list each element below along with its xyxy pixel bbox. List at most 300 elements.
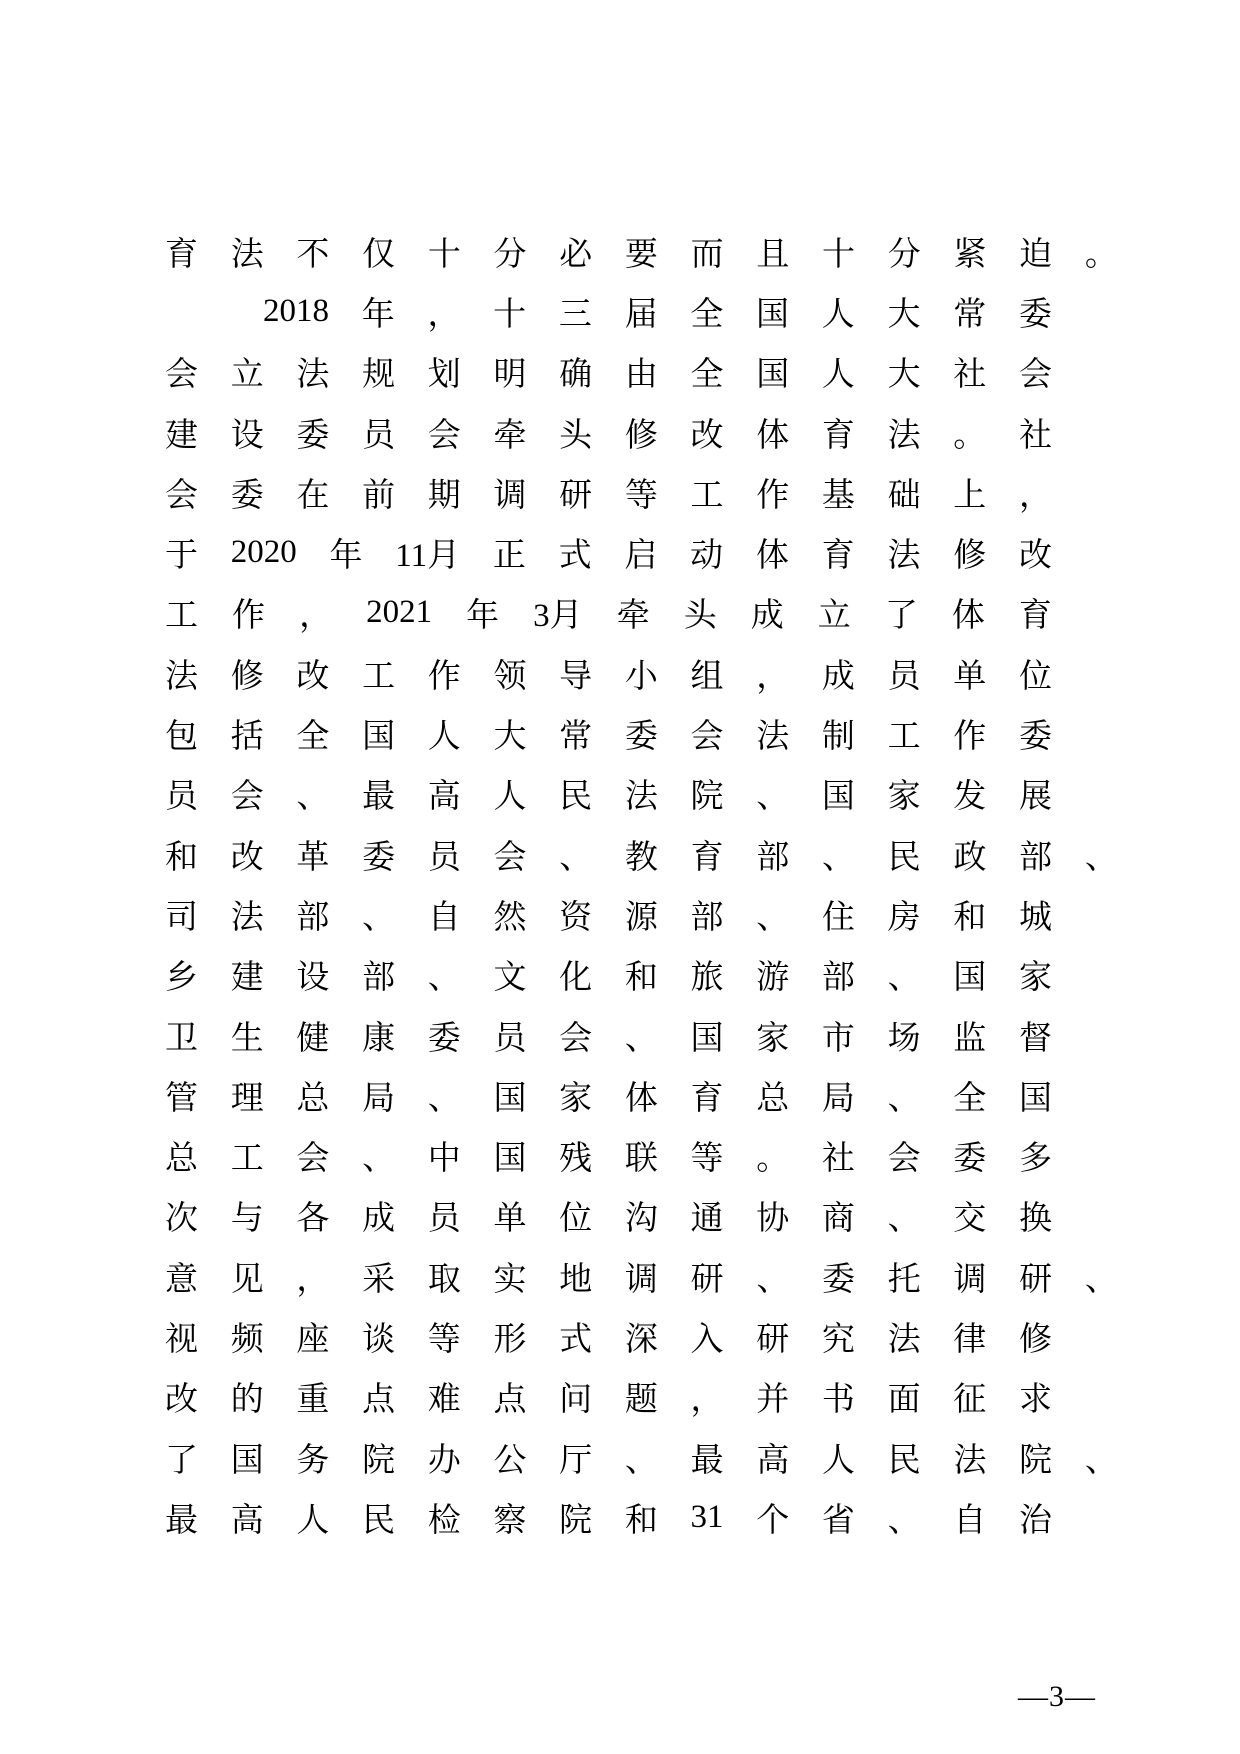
text-token: 员: [427, 836, 461, 876]
text-token: 制: [821, 716, 855, 756]
text-token: 括: [230, 716, 264, 756]
page-number: —3—: [1018, 1680, 1096, 1713]
text-token: 调: [624, 1258, 658, 1298]
text-token: 谈: [362, 1318, 396, 1358]
text-token: 、: [624, 1439, 658, 1479]
text-token: 、: [756, 776, 790, 816]
text-token: 、: [427, 1077, 461, 1117]
text-token: 源: [624, 896, 658, 936]
text-token: 十: [822, 233, 856, 273]
text-token: 委: [296, 414, 330, 454]
text-line: [165, 522, 1052, 582]
text-token: 总: [165, 1138, 198, 1178]
text-token: 最: [690, 1439, 724, 1479]
text-token: 。: [953, 414, 987, 454]
text-token: 部: [821, 957, 855, 997]
text-token: 意: [165, 1258, 198, 1298]
text-token: 国: [756, 354, 790, 394]
text-token: 体: [624, 1077, 658, 1117]
text-token: 总: [756, 1077, 790, 1117]
text-token: 管: [165, 1077, 198, 1117]
text-token: 并: [756, 1379, 790, 1419]
text-token: 工: [165, 595, 198, 635]
text-token: 部: [756, 836, 790, 876]
text-token: 实: [493, 1258, 527, 1298]
text-line: [165, 945, 1052, 1005]
text-token: 员: [493, 1017, 527, 1057]
text-token: 等: [690, 1138, 724, 1178]
text-token: 年: [466, 595, 500, 635]
text-token: 会: [165, 354, 198, 394]
text-token: 院: [362, 1439, 396, 1479]
text-token: 包: [165, 716, 198, 756]
text-token: 点: [362, 1379, 396, 1419]
text-token: 作: [756, 474, 790, 514]
text-token: ，: [299, 595, 333, 635]
text-token: 前: [362, 474, 396, 514]
text-token: ，: [296, 1258, 330, 1298]
text-token: 国: [821, 776, 855, 816]
text-token: 要: [624, 233, 658, 273]
text-token: 仅: [362, 233, 396, 273]
text-token: 高: [230, 1499, 264, 1539]
text-token: 入: [690, 1318, 724, 1358]
text-token: 改: [165, 1379, 198, 1419]
text-line: [165, 1186, 1052, 1246]
text-token: 委: [1018, 293, 1052, 333]
text-token: 展: [1018, 776, 1052, 816]
text-token: 导: [559, 655, 593, 695]
text-token: 求: [1018, 1379, 1052, 1419]
text-token: 年: [361, 293, 395, 333]
text-token: 座: [296, 1318, 330, 1358]
text-token: 十: [427, 233, 461, 273]
text-token: 与: [230, 1198, 264, 1238]
text-token: 改: [1018, 535, 1052, 575]
text-token: 体: [755, 535, 789, 575]
text-token: 司: [165, 896, 198, 936]
text-token: 联: [624, 1138, 658, 1178]
text-token: 修: [230, 655, 264, 695]
text-token: 了: [165, 1439, 198, 1479]
text-token: 动: [690, 535, 724, 575]
text-token: 厅: [559, 1439, 593, 1479]
text-token: 位: [1018, 655, 1052, 695]
text-token: 游: [756, 957, 790, 997]
text-token: 全: [690, 293, 724, 333]
text-token: 、: [887, 1499, 921, 1539]
text-token: 人: [427, 716, 461, 756]
text-token: 体: [756, 414, 790, 454]
text-token: 法: [230, 896, 264, 936]
text-token: 院: [1019, 1439, 1053, 1479]
text-token: 和: [624, 1499, 658, 1539]
text-token: 由: [624, 354, 658, 394]
text-token: 迫: [1019, 233, 1053, 273]
text-token: 多: [1018, 1138, 1052, 1178]
text-token: 面: [887, 1379, 921, 1419]
text-line: [165, 884, 1052, 944]
text-line: [165, 643, 1052, 703]
text-token: 会: [1018, 354, 1052, 394]
text-token: 牵: [616, 595, 650, 635]
text-token: 而: [690, 233, 724, 273]
text-token: 中: [427, 1138, 461, 1178]
text-token: 点: [493, 1379, 527, 1419]
text-token: 和: [953, 896, 987, 936]
text-line: [165, 1065, 1052, 1125]
text-token: 取: [427, 1258, 461, 1298]
text-token: 题: [624, 1379, 658, 1419]
text-token: 、: [756, 1258, 790, 1298]
text-token: 式: [559, 1318, 593, 1358]
text-token: 法: [296, 354, 330, 394]
text-token: 人: [822, 1439, 856, 1479]
text-token: 托: [887, 1258, 921, 1298]
text-token: 国: [493, 1077, 527, 1117]
text-line: [165, 1246, 1118, 1306]
text-token: 期: [427, 474, 461, 514]
text-token: 研: [756, 1318, 790, 1358]
text-token: 十: [493, 293, 527, 333]
text-token: 卫: [165, 1017, 198, 1057]
text-token: 察: [493, 1499, 527, 1539]
text-token: 部: [296, 896, 330, 936]
text-token: 国: [690, 1017, 724, 1057]
text-token: 育: [821, 535, 855, 575]
text-token: 务: [296, 1439, 330, 1479]
text-token: 2020: [230, 534, 297, 571]
text-token: 建: [230, 957, 264, 997]
text-token: 难: [427, 1379, 461, 1419]
text-token: 会: [165, 474, 198, 514]
text-token: 法: [230, 233, 264, 273]
text-token: 法: [953, 1439, 987, 1479]
text-token: 作: [232, 595, 266, 635]
text-token: 全: [953, 1077, 987, 1117]
text-token: 大: [493, 716, 527, 756]
text-token: 督: [1018, 1017, 1052, 1057]
text-line: [165, 402, 1052, 462]
text-token: 届: [624, 293, 658, 333]
text-token: 在: [296, 474, 330, 514]
text-token: 式: [558, 535, 592, 575]
text-token: 大: [887, 354, 921, 394]
text-token: 残: [559, 1138, 593, 1178]
text-token: 和: [624, 957, 658, 997]
text-token: 会: [559, 1017, 593, 1057]
text-token: 高: [427, 776, 461, 816]
text-token: 改: [296, 655, 330, 695]
text-token: 个: [756, 1499, 790, 1539]
text-token: 然: [493, 896, 527, 936]
text-token: 旅: [690, 957, 724, 997]
text-token: 、: [362, 1138, 396, 1178]
text-token: 究: [821, 1318, 855, 1358]
text-token: 总: [296, 1077, 330, 1117]
text-token: 正: [492, 535, 526, 575]
text-token: 政: [953, 836, 987, 876]
text-token: 划: [427, 354, 461, 394]
text-token: 、: [427, 957, 461, 997]
text-token: 、: [1084, 836, 1118, 876]
text-token: 家: [887, 776, 921, 816]
text-line: [165, 221, 1118, 281]
text-token: 最: [165, 1499, 198, 1539]
text-token: 公: [493, 1439, 527, 1479]
text-line: [165, 764, 1052, 824]
text-token: 部: [690, 896, 724, 936]
text-token: 年: [329, 535, 363, 575]
text-token: 自: [953, 1499, 987, 1539]
text-token: 生: [230, 1017, 264, 1057]
text-token: 法: [887, 535, 921, 575]
text-token: 民: [887, 1439, 921, 1479]
text-token: 作: [953, 716, 987, 756]
text-token: 育: [1018, 595, 1052, 635]
text-token: 成: [821, 655, 855, 695]
text-token: 委: [822, 1258, 856, 1298]
text-token: 修: [624, 414, 658, 454]
text-token: 等: [427, 1318, 461, 1358]
text-token: 、: [822, 836, 856, 876]
text-token: 领: [493, 655, 527, 695]
text-token: 通: [690, 1198, 724, 1238]
text-token: 形: [493, 1318, 527, 1358]
text-token: 立: [230, 354, 264, 394]
text-token: 城: [1018, 896, 1052, 936]
text-line: [165, 1005, 1052, 1065]
text-token: 立: [817, 595, 851, 635]
text-token: 会: [296, 1138, 330, 1178]
text-token: 人: [296, 1499, 330, 1539]
text-token: 家: [756, 1017, 790, 1057]
text-token: 3月: [533, 598, 583, 635]
text-line: [165, 1125, 1052, 1185]
text-token: 单: [953, 655, 987, 695]
text-token: 教: [624, 836, 658, 876]
text-token: 房: [887, 896, 921, 936]
text-token: 商: [821, 1198, 855, 1238]
text-token: 社: [1018, 414, 1052, 454]
text-line: [263, 281, 1052, 341]
text-token: 调: [493, 474, 527, 514]
text-token: 紧: [953, 233, 987, 273]
text-token: 工: [230, 1138, 264, 1178]
text-token: 会: [690, 716, 724, 756]
text-token: 国: [493, 1138, 527, 1178]
text-token: 员: [165, 776, 198, 816]
text-token: 位: [559, 1198, 593, 1238]
text-token: 、: [887, 1198, 921, 1238]
text-line: [165, 1427, 1118, 1487]
text-token: 院: [690, 776, 724, 816]
text-token: 小: [624, 655, 658, 695]
text-token: 头: [683, 595, 717, 635]
text-token: 启: [624, 535, 658, 575]
text-line: [165, 1367, 1052, 1427]
text-token: 治: [1018, 1499, 1052, 1539]
text-line: [165, 703, 1052, 763]
text-token: 2018: [263, 292, 329, 329]
text-token: 办: [427, 1439, 461, 1479]
text-token: 地: [559, 1258, 593, 1298]
text-line: [165, 1306, 1052, 1366]
text-token: 家: [559, 1077, 593, 1117]
text-token: 改: [690, 414, 724, 454]
text-token: 单: [493, 1198, 527, 1238]
text-token: 设: [296, 957, 330, 997]
text-token: 国: [230, 1439, 264, 1479]
text-token: 院: [559, 1499, 593, 1539]
text-token: 视: [165, 1318, 198, 1358]
text-token: 常: [953, 293, 987, 333]
text-token: 监: [953, 1017, 987, 1057]
text-token: 育: [690, 1077, 724, 1117]
text-token: 育: [821, 414, 855, 454]
text-token: 人: [821, 354, 855, 394]
text-token: 换: [1018, 1198, 1052, 1238]
text-token: 场: [887, 1017, 921, 1057]
text-token: 法: [887, 414, 921, 454]
text-token: 人: [821, 293, 855, 333]
text-token: 重: [296, 1379, 330, 1419]
text-token: 委: [953, 1138, 987, 1178]
text-token: 工: [362, 655, 396, 695]
text-token: 征: [953, 1379, 987, 1419]
text-token: 头: [559, 414, 593, 454]
text-token: 部: [362, 957, 396, 997]
text-token: 国: [1018, 1077, 1052, 1117]
text-token: 改: [230, 836, 264, 876]
text-token: 研: [690, 1258, 724, 1298]
text-token: 全: [690, 354, 724, 394]
text-token: 组: [690, 655, 724, 695]
text-token: 民: [887, 836, 921, 876]
text-line: [165, 1487, 1052, 1547]
text-token: 国: [756, 293, 790, 333]
text-token: 法: [165, 655, 198, 695]
text-token: 康: [362, 1017, 396, 1057]
text-token: 分: [887, 233, 921, 273]
text-token: 修: [953, 535, 987, 575]
text-line: [165, 824, 1118, 884]
text-token: 住: [821, 896, 855, 936]
text-token: 资: [559, 896, 593, 936]
text-token: 、: [296, 776, 330, 816]
text-token: 体: [951, 595, 985, 635]
text-token: 检: [427, 1499, 461, 1539]
text-token: 分: [493, 233, 527, 273]
text-token: 、: [559, 836, 593, 876]
text-token: 建: [165, 414, 198, 454]
text-token: 委: [230, 474, 264, 514]
text-token: 、: [362, 896, 396, 936]
text-token: 、: [887, 1077, 921, 1117]
text-token: 等: [624, 474, 658, 514]
text-token: 全: [296, 716, 330, 756]
text-token: ，: [1018, 474, 1052, 514]
text-token: 于: [165, 535, 198, 575]
text-token: 育: [165, 233, 198, 273]
text-token: 工: [690, 474, 724, 514]
text-token: 文: [493, 957, 527, 997]
text-line: [165, 342, 1052, 402]
text-token: ，: [427, 293, 461, 333]
text-token: 调: [953, 1258, 987, 1298]
text-token: 常: [559, 716, 593, 756]
text-token: 理: [230, 1077, 264, 1117]
text-token: 委: [624, 716, 658, 756]
text-token: 民: [559, 776, 593, 816]
text-token: 市: [821, 1017, 855, 1057]
text-token: 见: [230, 1258, 264, 1298]
text-token: 社: [953, 354, 987, 394]
text-token: 书: [821, 1379, 855, 1419]
body-text: [165, 221, 1118, 1548]
text-token: 且: [756, 233, 790, 273]
text-token: 员: [427, 1198, 461, 1238]
text-token: 委: [362, 836, 396, 876]
text-token: 社: [821, 1138, 855, 1178]
text-token: 国: [953, 957, 987, 997]
text-token: 最: [362, 776, 396, 816]
text-token: 自: [427, 896, 461, 936]
text-token: 乡: [165, 957, 198, 997]
text-token: 31: [690, 1498, 724, 1535]
text-token: 确: [559, 354, 593, 394]
text-token: 次: [165, 1198, 198, 1238]
text-token: 国: [362, 716, 396, 756]
text-token: 育: [690, 836, 724, 876]
text-token: 频: [230, 1318, 264, 1358]
text-token: 、: [1084, 1439, 1118, 1479]
text-token: 各: [296, 1198, 330, 1238]
text-token: 交: [953, 1198, 987, 1238]
text-token: 规: [362, 354, 396, 394]
text-token: 沟: [624, 1198, 658, 1238]
text-token: 律: [953, 1318, 987, 1358]
text-token: 发: [953, 776, 987, 816]
text-token: 会: [887, 1138, 921, 1178]
text-token: 、: [887, 957, 921, 997]
text-token: 会: [427, 414, 461, 454]
text-token: 员: [362, 414, 396, 454]
text-token: 。: [756, 1138, 790, 1178]
text-line: [165, 462, 1052, 522]
text-token: 和: [165, 836, 198, 876]
text-token: 健: [296, 1017, 330, 1057]
text-token: 了: [884, 595, 918, 635]
text-token: 。: [1084, 233, 1118, 273]
text-token: 家: [1018, 957, 1052, 997]
text-token: 会: [493, 836, 527, 876]
text-token: 、: [1084, 1258, 1118, 1298]
text-token: 明: [493, 354, 527, 394]
text-token: 、: [756, 896, 790, 936]
text-token: 局: [362, 1077, 396, 1117]
text-token: ，: [756, 655, 790, 695]
text-token: 革: [296, 836, 330, 876]
text-token: 员: [887, 655, 921, 695]
text-token: 法: [887, 1318, 921, 1358]
text-token: 牵: [493, 414, 527, 454]
text-token: 修: [1018, 1318, 1052, 1358]
text-token: 民: [362, 1499, 396, 1539]
text-token: 础: [887, 474, 921, 514]
text-token: 法: [624, 776, 658, 816]
text-token: 研: [1019, 1258, 1053, 1298]
